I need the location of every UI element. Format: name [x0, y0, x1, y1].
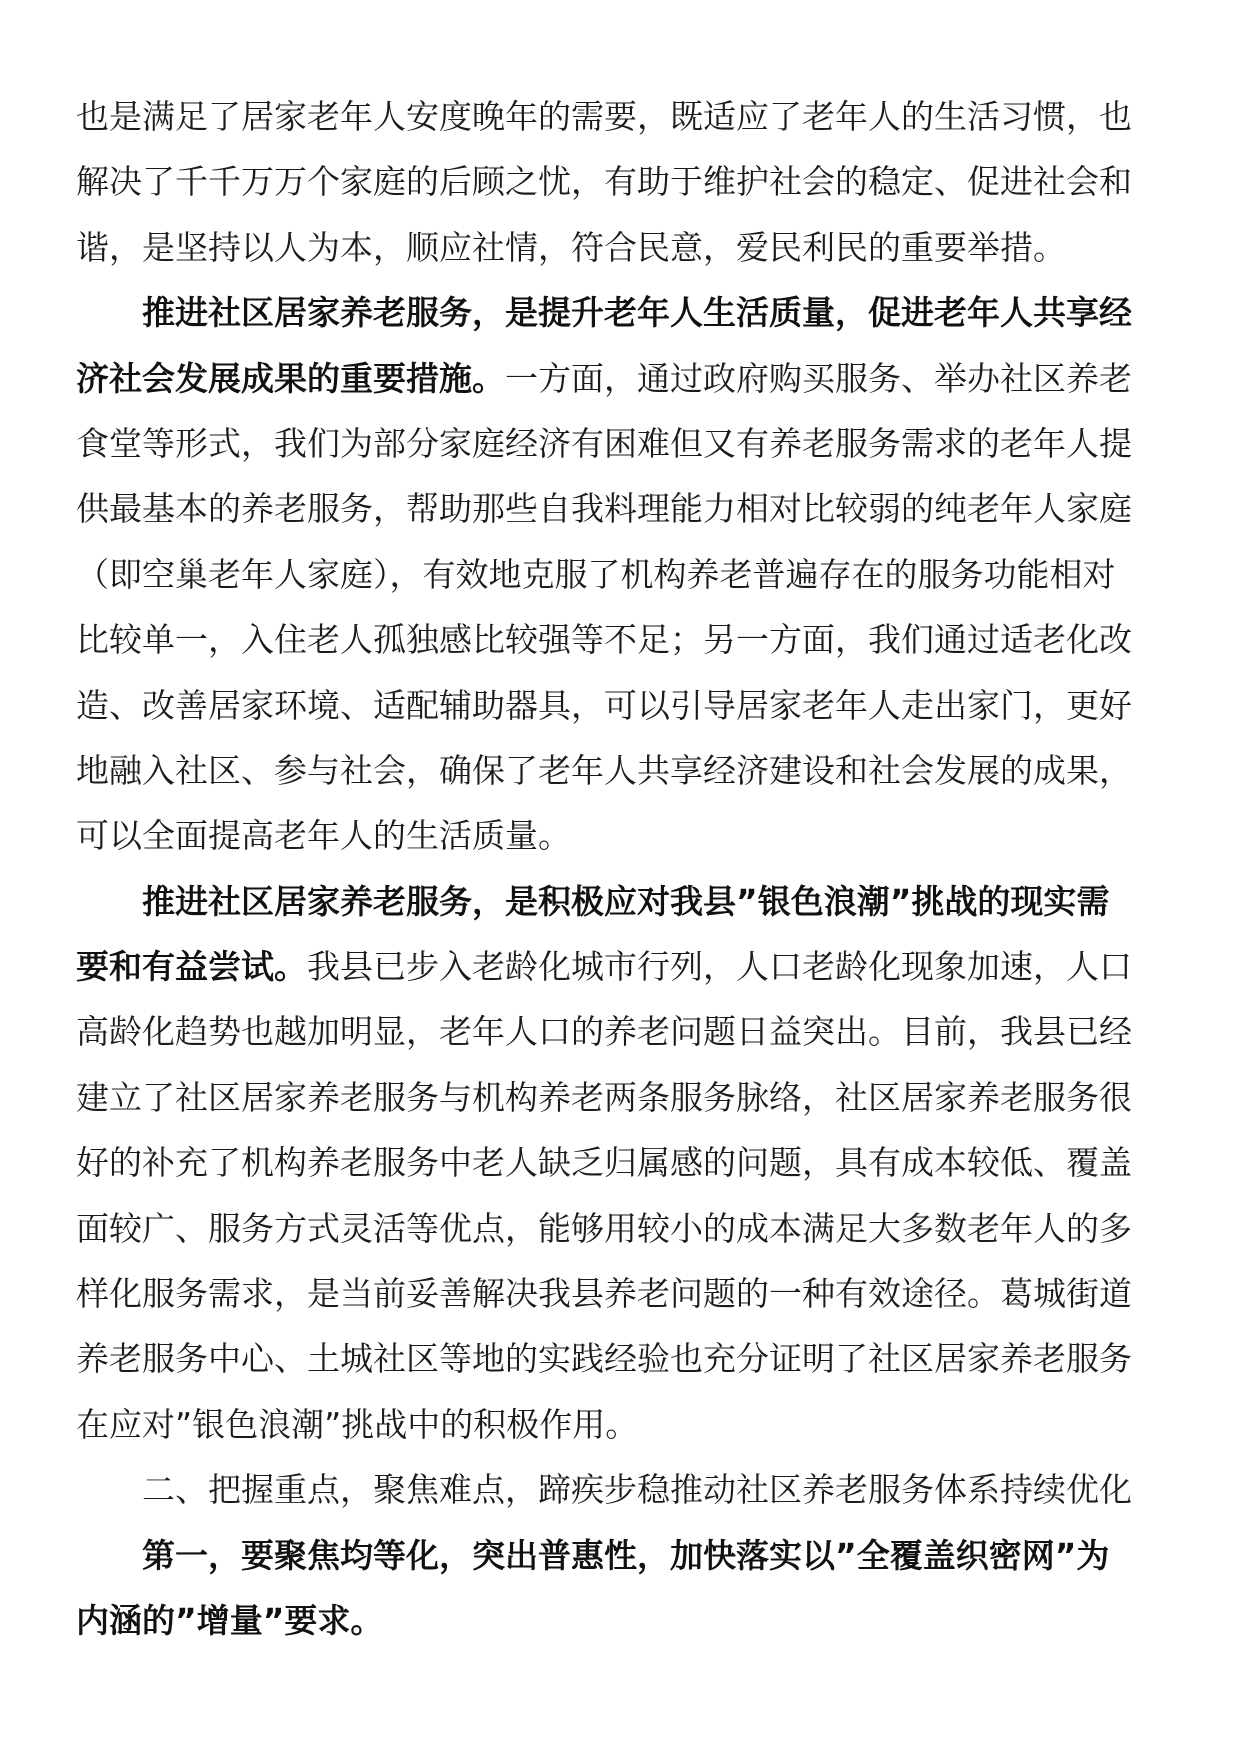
- text-line: 高龄化趋势也越加明显，老年人口的养老问题日益突出。目前，我县已经: [76, 1012, 1132, 1052]
- text-line: 建立了社区居家养老服务与机构养老两条服务脉络，社区居家养老服务很: [76, 1077, 1132, 1117]
- text-line: 解决了千千万万个家庭的后顾之忧，有助于维护社会的稳定、促进社会和: [76, 162, 1132, 202]
- text-line: 供最基本的养老服务，帮助那些自我料理能力相对比较弱的纯老年人家庭: [76, 489, 1132, 529]
- bold-lead-line: 第一，要聚焦均等化，突出普惠性，加快落实以”全覆盖织密网”为: [142, 1535, 1110, 1575]
- mixed-line: [76, 934, 1154, 999]
- section-heading: [76, 1457, 1154, 1522]
- section-heading-text: 二、把握重点，聚焦难点，蹄疾步稳推动社区养老服务体系持续优化: [142, 1470, 1132, 1510]
- text-line: 食堂等形式，我们为部分家庭经济有困难但又有养老服务需求的老年人提: [76, 423, 1132, 463]
- document-page: [76, 84, 1154, 1653]
- text-line: （即空巢老年人家庭），有效地克服了机构养老普遍存在的服务功能相对: [76, 554, 1116, 594]
- text-line: 好的补充了机构养老服务中老人缺乏归属感的问题，具有成本较低、覆盖: [76, 1143, 1132, 1183]
- bold-lead-line: 内涵的”增量”要求。: [76, 1600, 384, 1640]
- mixed-line: [76, 346, 1154, 411]
- text-line: 地融入社区、参与社会，确保了老年人共享经济建设和社会发展的成果，: [76, 750, 1132, 790]
- bold-lead-line: 推进社区居家养老服务，是积极应对我县”银色浪潮”挑战的现实需: [142, 881, 1110, 921]
- text-line: 面较广、服务方式灵活等优点，能够用较小的成本满足大多数老年人的多: [76, 1208, 1132, 1248]
- text-line: 样化服务需求，是当前妥善解决我县养老问题的一种有效途径。葛城街道: [76, 1274, 1132, 1314]
- text-line: 在应对”银色浪潮”挑战中的积极作用。: [76, 1404, 639, 1444]
- bold-lead-text: 济社会发展成果的重要措施。: [76, 358, 505, 398]
- text-line: 造、改善居家环境、适配辅助器具，可以引导居家老年人走出家门，更好: [76, 685, 1132, 725]
- text-line: 可以全面提高老年人的生活质量。: [76, 816, 571, 856]
- paragraph-2: [76, 280, 1154, 869]
- paragraph-1: [76, 84, 1154, 280]
- body-text: 一方面，通过政府购买服务、举办社区养老: [505, 358, 1132, 398]
- bold-lead-text: 要和有益尝试。: [76, 947, 307, 987]
- bold-lead-line: 推进社区居家养老服务，是提升老年人生活质量，促进老年人共享经: [142, 293, 1132, 333]
- text-line: 谐，是坚持以人为本，顺应社情，符合民意，爱民利民的重要举措。: [76, 227, 1066, 267]
- paragraph-4: [76, 1523, 1154, 1654]
- text-line: 也是满足了居家老年人安度晚年的需要，既适应了老年人的生活习惯，也: [76, 97, 1132, 136]
- text-line: 比较单一，入住老人孤独感比较强等不足；另一方面，我们通过适老化改: [76, 620, 1132, 660]
- text-line: 养老服务中心、土城社区等地的实践经验也充分证明了社区居家养老服务: [76, 1339, 1132, 1379]
- paragraph-3: [76, 869, 1154, 1458]
- body-text: 我县已步入老龄化城市行列，人口老龄化现象加速，人口: [307, 947, 1132, 987]
